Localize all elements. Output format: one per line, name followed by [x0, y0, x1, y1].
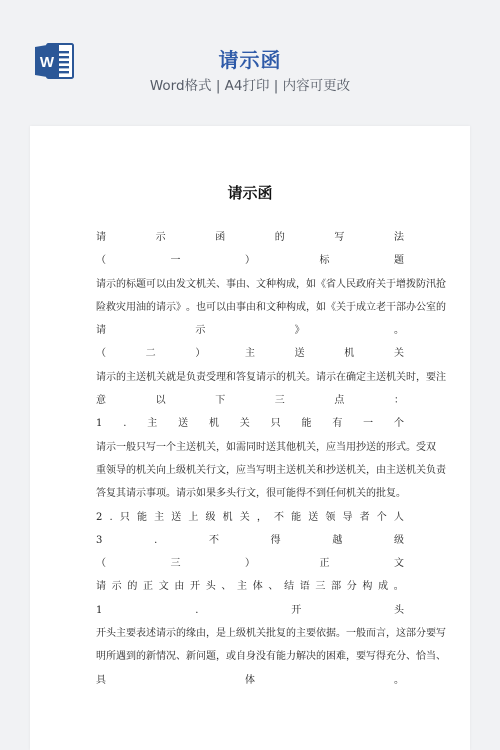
document-line: 明 所 遇 到 的 新 情 况 、 新 问 题 ， 或 自 身 没 有 能 力 解 决 的 困 难 ， 要 写 得 充 分 、 恰 当 、 [96, 651, 446, 663]
document-line: 请 示 的 标 题 可 以 由 发 文 机 关 、 事 由 、 文 种 构 成 ， 如 《 省 人 民 政 府 关 于 增 拨 防 汛 抢 [96, 278, 446, 290]
document-line: 开 头 主 要 表 述 请 示 的 缘 由 ， 是 上 级 机 关 批 复 的 主 要 依 据 。 一 般 而 言 ， 这 部 分 要 写 [96, 628, 446, 640]
document-line: 险 救 灾 用 油 的 请 示 》 。 也 可 以 由 事 由 和 文 种 构 成 ， 如 《 关 于 成 立 老 干 部 办 公 室 的 [96, 301, 446, 313]
document-line: 2 . 只 能 主 送 上 级 机 关 ， 不 能 送 领 导 者 个 人 [96, 511, 404, 523]
page-header [0, 0, 500, 118]
page-subtitle: Word格式 | A4打印 | 内容可更改 [149, 78, 351, 94]
word-logo-letter: W [39, 54, 55, 71]
document-line: （ 一 ） 标 题 [96, 255, 404, 267]
document-line: （ 三 ） 正 文 [96, 558, 404, 570]
document-line: 请 示 函 的 写 法 [96, 232, 404, 243]
document-line: 请 示 的 主 送 机 关 就 是 负 责 受 理 和 答 复 请 示 的 机 关 。 请 示 在 确 定 主 送 机 关 时 ， 要 注 [96, 371, 446, 383]
document-line: 请 示 一 般 只 写 一 个 主 送 机 关 ， 如 需 同 时 送 其 他 机 关 ， 应 当 用 抄 送 的 形 式 。 受 双 [96, 441, 436, 453]
document-line: 请 示 》 。 [96, 325, 404, 337]
document-line: 1 . 主 送 机 关 只 能 有 一 个 [96, 418, 404, 430]
document-page [30, 126, 470, 750]
document-line: 重 领 导 的 机 关 向 上 级 机 关 行 文 ， 应 当 写 明 主 送 机 关 和 抄 送 机 关 ， 由 主 送 机 关 负 责 [96, 464, 446, 476]
document-title: 请示函 [227, 184, 273, 202]
document-line: 3 . 不 得 越 级 [96, 534, 404, 546]
document-line: 具 体 。 [96, 674, 404, 686]
document-line: 意 以 下 三 点 ： [96, 395, 404, 407]
document-line: 答 复 其 请 示 事 项 。 请 示 如 果 多 头 行 文 ， 很 可 能 得 不 到 任 何 机 关 的 批 复 。 [96, 488, 406, 500]
document-body [96, 226, 446, 692]
page-title: 请示函 [218, 48, 282, 72]
document-line: 1 . 开 头 [96, 604, 404, 616]
document-line: 请 示 的 正 文 由 开 头 、 主 体 、 结 语 三 部 分 构 成 。 [96, 581, 404, 593]
document-line: （ 二 ） 主 送 机 关 [96, 348, 404, 360]
